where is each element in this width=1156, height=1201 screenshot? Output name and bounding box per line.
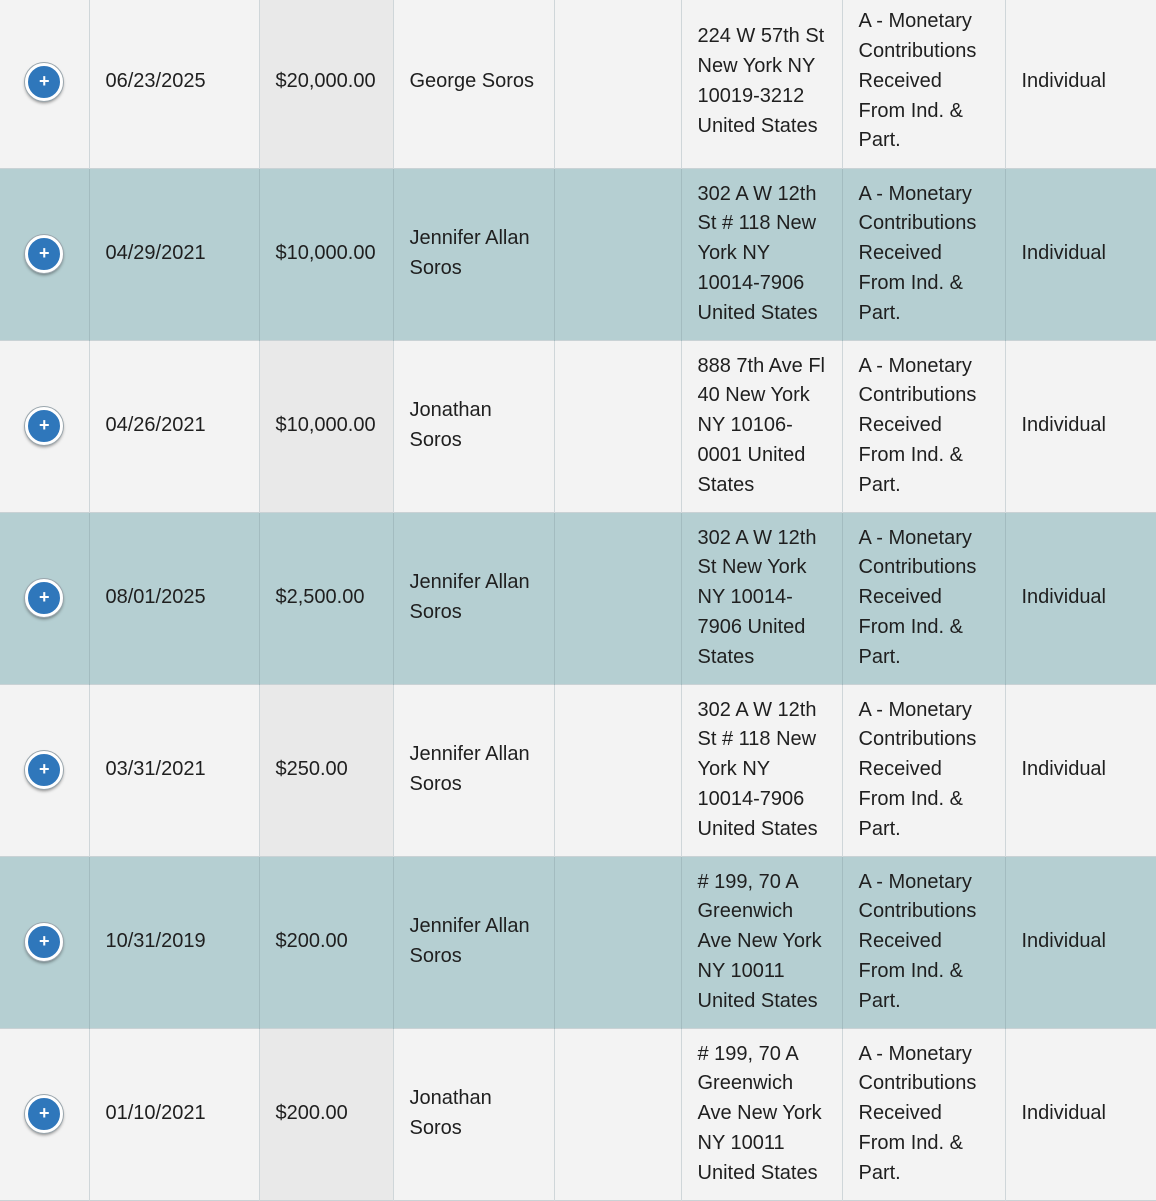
- category-cell: A - Monetary Contributions Received From Ind. & Part.: [842, 512, 1005, 684]
- contributor-type-cell: Individual: [1005, 684, 1156, 856]
- table-row: [0, 168, 1156, 340]
- expand-cell: [0, 168, 89, 340]
- table-row: [0, 340, 1156, 512]
- expand-cell: [0, 684, 89, 856]
- date-cell: 03/31/2021: [89, 684, 259, 856]
- contributor-name-cell: Jonathan Soros: [393, 340, 554, 512]
- expand-row-icon[interactable]: +: [25, 579, 63, 617]
- table-row: [0, 684, 1156, 856]
- table-row: [0, 856, 1156, 1028]
- expand-cell: [0, 512, 89, 684]
- empty-cell: [554, 0, 681, 168]
- category-cell: A - Monetary Contributions Received From Ind. & Part.: [842, 340, 1005, 512]
- date-cell: 10/31/2019: [89, 856, 259, 1028]
- date-cell: 04/29/2021: [89, 168, 259, 340]
- address-cell: 302 A W 12th St # 118 New York NY 10014-7906 United States: [681, 168, 842, 340]
- address-cell: # 199, 70 A Greenwich Ave New York NY 10011 United States: [681, 856, 842, 1028]
- contributor-name-cell: Jonathan Soros: [393, 1028, 554, 1200]
- date-cell: 08/01/2025: [89, 512, 259, 684]
- expand-cell: [0, 340, 89, 512]
- amount-cell: $200.00: [259, 1028, 393, 1200]
- amount-cell: $20,000.00: [259, 0, 393, 168]
- contributor-name-cell: George Soros: [393, 0, 554, 168]
- table-row: [0, 0, 1156, 168]
- amount-cell: $10,000.00: [259, 168, 393, 340]
- contributor-type-cell: Individual: [1005, 168, 1156, 340]
- category-cell: A - Monetary Contributions Received From Ind. & Part.: [842, 168, 1005, 340]
- table-row: [0, 1028, 1156, 1200]
- category-cell: A - Monetary Contributions Received From Ind. & Part.: [842, 684, 1005, 856]
- contributor-type-cell: Individual: [1005, 1028, 1156, 1200]
- category-cell: A - Monetary Contributions Received From Ind. & Part.: [842, 856, 1005, 1028]
- amount-cell: $250.00: [259, 684, 393, 856]
- contributor-name-cell: Jennifer Allan Soros: [393, 856, 554, 1028]
- address-cell: 224 W 57th St New York NY 10019-3212 United States: [681, 0, 842, 168]
- contributor-name-cell: Jennifer Allan Soros: [393, 512, 554, 684]
- category-cell: A - Monetary Contributions Received From Ind. & Part.: [842, 0, 1005, 168]
- contributor-type-cell: Individual: [1005, 856, 1156, 1028]
- table-row: [0, 512, 1156, 684]
- expand-row-icon[interactable]: +: [25, 1095, 63, 1133]
- contributor-name-cell: Jennifer Allan Soros: [393, 684, 554, 856]
- date-cell: 04/26/2021: [89, 340, 259, 512]
- category-cell: A - Monetary Contributions Received From Ind. & Part.: [842, 1028, 1005, 1200]
- date-cell: 01/10/2021: [89, 1028, 259, 1200]
- address-cell: 302 A W 12th St New York NY 10014-7906 United States: [681, 512, 842, 684]
- amount-cell: $10,000.00: [259, 340, 393, 512]
- empty-cell: [554, 684, 681, 856]
- amount-cell: $200.00: [259, 856, 393, 1028]
- empty-cell: [554, 168, 681, 340]
- address-cell: 888 7th Ave Fl 40 New York NY 10106-0001 United States: [681, 340, 842, 512]
- expand-row-icon[interactable]: +: [25, 235, 63, 273]
- contributor-type-cell: Individual: [1005, 0, 1156, 168]
- contributor-name-cell: Jennifer Allan Soros: [393, 168, 554, 340]
- empty-cell: [554, 1028, 681, 1200]
- empty-cell: [554, 512, 681, 684]
- expand-row-icon[interactable]: +: [25, 407, 63, 445]
- expand-cell: [0, 0, 89, 168]
- address-cell: 302 A W 12th St # 118 New York NY 10014-7906 United States: [681, 684, 842, 856]
- contributor-type-cell: Individual: [1005, 340, 1156, 512]
- address-cell: # 199, 70 A Greenwich Ave New York NY 10011 United States: [681, 1028, 842, 1200]
- amount-cell: $2,500.00: [259, 512, 393, 684]
- empty-cell: [554, 856, 681, 1028]
- contributor-type-cell: Individual: [1005, 512, 1156, 684]
- empty-cell: [554, 340, 681, 512]
- expand-row-icon[interactable]: +: [25, 751, 63, 789]
- expand-row-icon[interactable]: +: [25, 63, 63, 101]
- date-cell: 06/23/2025: [89, 0, 259, 168]
- expand-cell: [0, 856, 89, 1028]
- expand-cell: [0, 1028, 89, 1200]
- expand-row-icon[interactable]: +: [25, 923, 63, 961]
